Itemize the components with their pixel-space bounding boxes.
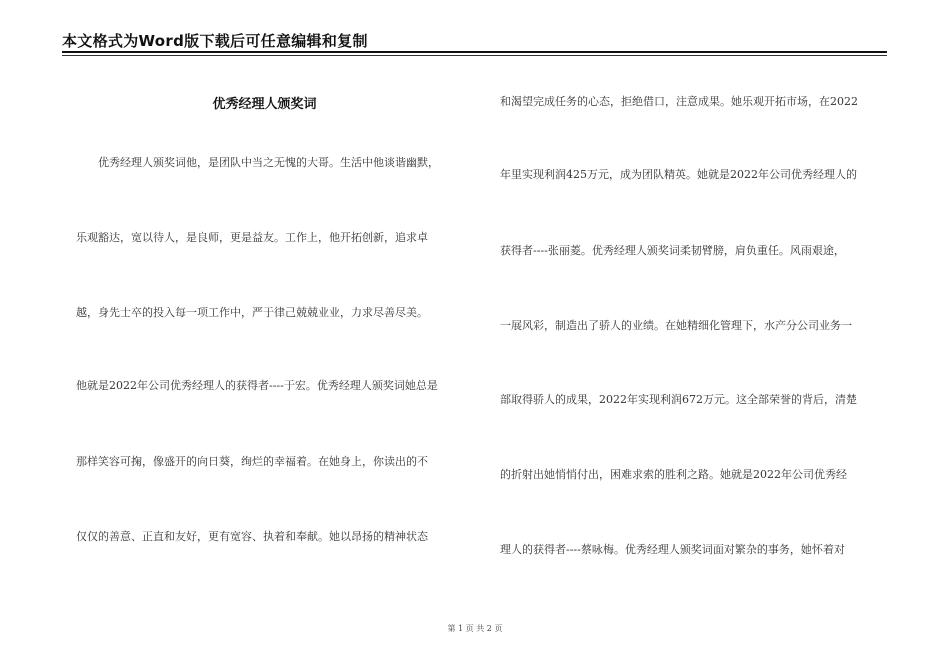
text-line: 部取得骄人的成果，2022年实现利润672万元。这全部荣誉的背后，清楚 (500, 393, 857, 406)
text-line: 理人的获得者----蔡咏梅。优秀经理人颁奖词面对繁杂的事务，她怀着对 (500, 543, 845, 556)
text-line: 仅仅的善意、正直和友好，更有宽容、执着和奉献。她以昂扬的精神状态 (76, 530, 428, 543)
text-line: 和渴望完成任务的心态，拒绝借口，注意成果。她乐观开拓市场，在2022 (500, 95, 858, 108)
document-title: 优秀经理人颁奖词 (212, 97, 317, 112)
text-line: 他就是2022年公司优秀经理人的获得者----于宏。优秀经理人颁奖词她总是 (76, 379, 438, 392)
text-line: 一展风彩，制造出了骄人的业绩。在她精细化管理下，水产分公司业务一 (500, 319, 852, 332)
text-line: 乐观豁达，宽以待人，是良师，更是益友。工作上，他开拓创新，追求卓 (76, 231, 428, 244)
text-line: 获得者----张丽菱。优秀经理人颁奖词柔韧臂膀，肩负重任。风雨艰途， (500, 244, 845, 257)
text-line: 的折射出她悄悄付出，困难求索的胜利之路。她就是2022年公司优秀经 (500, 468, 847, 481)
page-number: 第 1 页 共 2 页 (447, 624, 503, 633)
text-line: 越，身先士卒的投入每一项工作中，严于律己兢兢业业，力求尽善尽美。 (76, 306, 428, 319)
left-column (76, 0, 468, 600)
right-column (500, 0, 888, 600)
text-line: 年里实现利润425万元，成为团队精英。她就是2022年公司优秀经理人的 (500, 168, 857, 181)
text-line: 那样笑容可掬，像盛开的向日葵，绚烂的幸福着。在她身上，你读出的不 (76, 455, 428, 468)
document-banner: 本文格式为Word版下载后可任意编辑和复制 (62, 32, 368, 50)
text-line: 优秀经理人颁奖词他，是团队中当之无愧的大哥。生活中他谈谐幽默， (98, 156, 439, 169)
